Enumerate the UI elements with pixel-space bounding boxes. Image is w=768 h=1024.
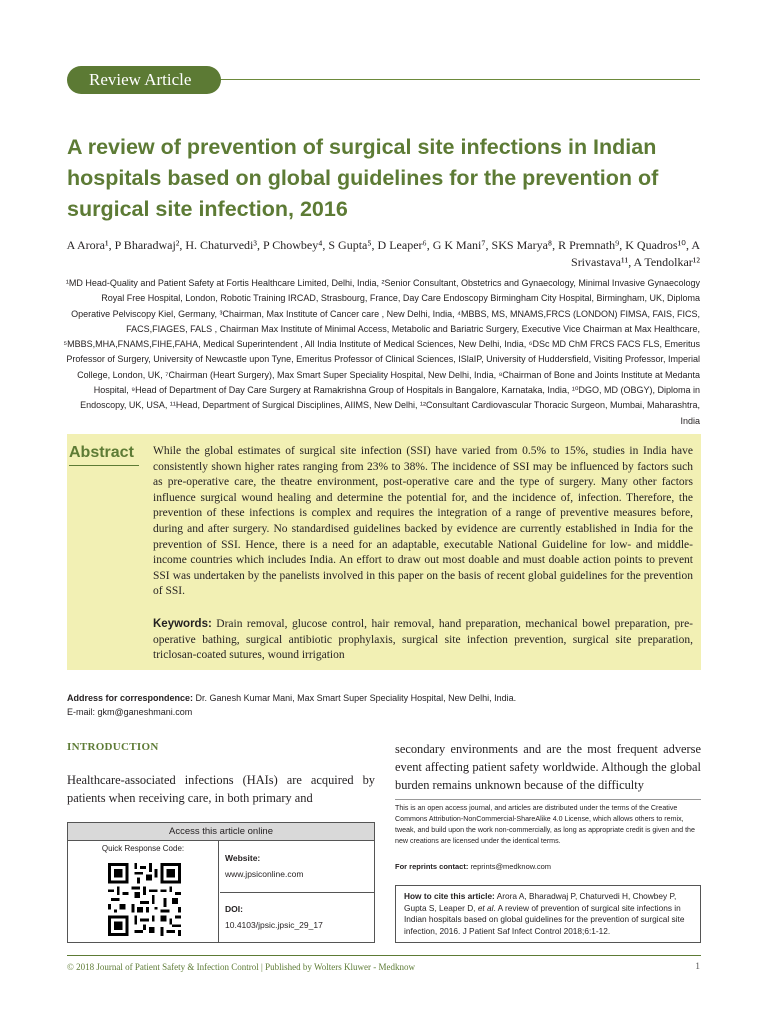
doi-row: [220, 893, 374, 930]
doi-link[interactable]: 10.4103/jpsic.jpsic_29_17: [225, 920, 323, 930]
introduction-continued: secondary environments and are the most frequent adverse event affecting patient safety worldwide. Although the global burden remains unknown because of the difficulty: [395, 742, 701, 792]
citation-rest: . A review of prevention of surgical site infections in Indian hospitals based on global guidelines for the prevention of surgical site infection, 2016. J Patient Saf Infect Control 2018;6:1-12.: [404, 902, 685, 936]
website-label: Website:: [225, 853, 261, 863]
access-links-cell: [220, 841, 374, 942]
correspondence-label: Address for correspondence:: [67, 693, 194, 703]
citation-box: [395, 885, 701, 943]
abstract-label: Abstract: [69, 444, 134, 461]
footer-rule: [67, 955, 701, 956]
introduction-heading: INTRODUCTION: [67, 741, 159, 753]
correspondence-text: Dr. Ganesh Kumar Mani, Max Smart Super Speciality Hospital, New Delhi, India.: [195, 693, 517, 703]
footer-text: © 2018 Journal of Patient Safety & Infection Control | Published by Wolters Kluwer - Medknow: [67, 962, 415, 972]
reprints-contact: [395, 862, 551, 871]
access-online-box: [67, 822, 375, 943]
keywords-label: Keywords:: [153, 618, 212, 630]
website-row: [220, 841, 374, 893]
correspondence: [67, 691, 516, 719]
citation-etal: et al: [477, 902, 494, 913]
email-link[interactable]: gkm@ganeshmani.com: [97, 707, 193, 717]
article-type-badge: Review Article: [67, 66, 221, 94]
qr-code-icon[interactable]: [108, 863, 181, 936]
qr-label: Quick Response Code:: [101, 844, 185, 853]
author-list: A Arora¹, P Bharadwaj², H. Chaturvedi³, P Chowbey⁴, S Gupta⁵, D Leaper⁶, G K Mani⁷, SKS Marya⁸, R Premnath⁹, K Quadros¹⁰, A Srivastava¹¹, A Tendolkar¹²: [66, 238, 700, 269]
paper-title: A review of prevention of surgical site infections in Indian hospitals based on global guidelines for the prevention of surgical site infection, 2016: [67, 135, 659, 221]
reprints-label: For reprints contact:: [395, 862, 469, 871]
keywords-text: Drain removal, glucose control, hair removal, hand preparation, mechanical bowel preparation, pre-operative bathing, surgical antibiotic prophylaxis, surgical site infection prevention, surgical site preparation, triclosan-coated sutures, wound irrigation: [153, 618, 694, 662]
keywords: [153, 617, 693, 664]
page-number: 1: [695, 962, 700, 972]
license-rule: [395, 799, 701, 800]
citation-authors: Arora A, Bharadwaj P, Chaturvedi H, Chowbey P, Gupta S, Leaper D,: [404, 891, 677, 913]
introduction-text: Healthcare-associated infections (HAIs) are acquired by patients when receiving care, in both primary and: [67, 773, 375, 806]
qr-cell: [68, 841, 219, 942]
doi-label: DOI:: [225, 904, 243, 914]
citation-label: How to cite this article:: [404, 891, 495, 901]
website-link[interactable]: www.jpsiconline.com: [225, 869, 304, 879]
abstract-text: While the global estimates of surgical site infection (SSI) have varied from 0.5% to 15%, studies in India have consistently shown higher rates ranging from 23% to 38%. The incidence of SSI may be influenced by factors such as pre-operative care, the theatre environment, post-operative care and the type of surgery. Many other factors influence surgical wound healing and determine the potential for, and the incidence of, infection. Therefore, the prevention of these infections is complex and requires the integration of a range of preventive measures before, during and after surgery. No standardised guidelines backed by evidence are currently established in India for the prevention of SSI. Hence, there is a need for an adaptable, executable National Guideline for low- and middle-income countries which includes India. An effort to draw out most doable and must doable action points to prevent SSI was undertaken by the panelists involved in this paper on the basis of recent global guidelines for the prevention of SSI.: [153, 445, 693, 598]
abstract-label-underline: [69, 465, 139, 466]
email-label: E-mail:: [67, 707, 96, 717]
access-heading: Access this article online: [68, 823, 374, 841]
affiliations: ¹MD Head-Quality and Patient Safety at Fortis Healthcare Limited, Delhi, India, ²Senior Consultant, Obstetrics and Gynaecology, Minimal Invasive Gynaecology Royal Free Hospital, London, Robotic Training IRCAD, Strasbourg, France, Day Care Endoscopy Birmingham City Hospital, Birmingham, UK, Diploma Operative Pelviscopy Kiel, Germany, ³Chairman, Max Institute of Cancer care , New Delhi, India, ⁴MBBS, MS, MNAMS,FRCS (LONDON) FIMSA, FAIS, FICS, FACS,FIAGES, FALS , Chairman Max Institute of Minimal Access, Metabolic and Bariatric Surgery, Executive Vice Chairman at Max Healthcare, ⁵MBBS,MHA,FNAMS,FIHE,FAHA, Medical Superintendent , All India Institute of Medical Sciences, New Delhi, India, ⁶DSc MD ChM FRCS FACS FLS, Emeritus Professor of Surgery, University of Newcastle upon Tyne, Emeritus Professor of Clinical Sciences, ISlaIP, University of Huddersfield, Visiting Professor, Imperial College, London, UK, ⁷Chairman (Heart Surgery), Max Smart Super Speciality Hospital, New Delhi, India, ⁸Chairman of Bone and Joints Institute at Medanta Hospital, ⁹Head of Department of Day Care Surgery at Ramakrishna Group of Hospitals in Bangalore, Karnataka, India, ¹⁰DGO, MD (OBGY), Diploma in Endoscopy, UK, USA, ¹¹Head, Department of Surgical Disciplines, AIIMS, New Delhi, ¹²Consultant Cardiovascular Thoracic Surgeon, Mumbai, Maharashtra, India: [63, 278, 700, 426]
license-note: This is an open access journal, and articles are distributed under the terms of the Creative Commons Attribution-NonCommercial-ShareAlike 4.0 License, which allows others to remix, tweak, and build upon the work non-commercially, as long as appropriate credit is given and the new creations are licensed under the identical terms.: [395, 804, 695, 845]
header-rule: [200, 79, 700, 80]
reprints-email[interactable]: reprints@medknow.com: [470, 862, 551, 871]
